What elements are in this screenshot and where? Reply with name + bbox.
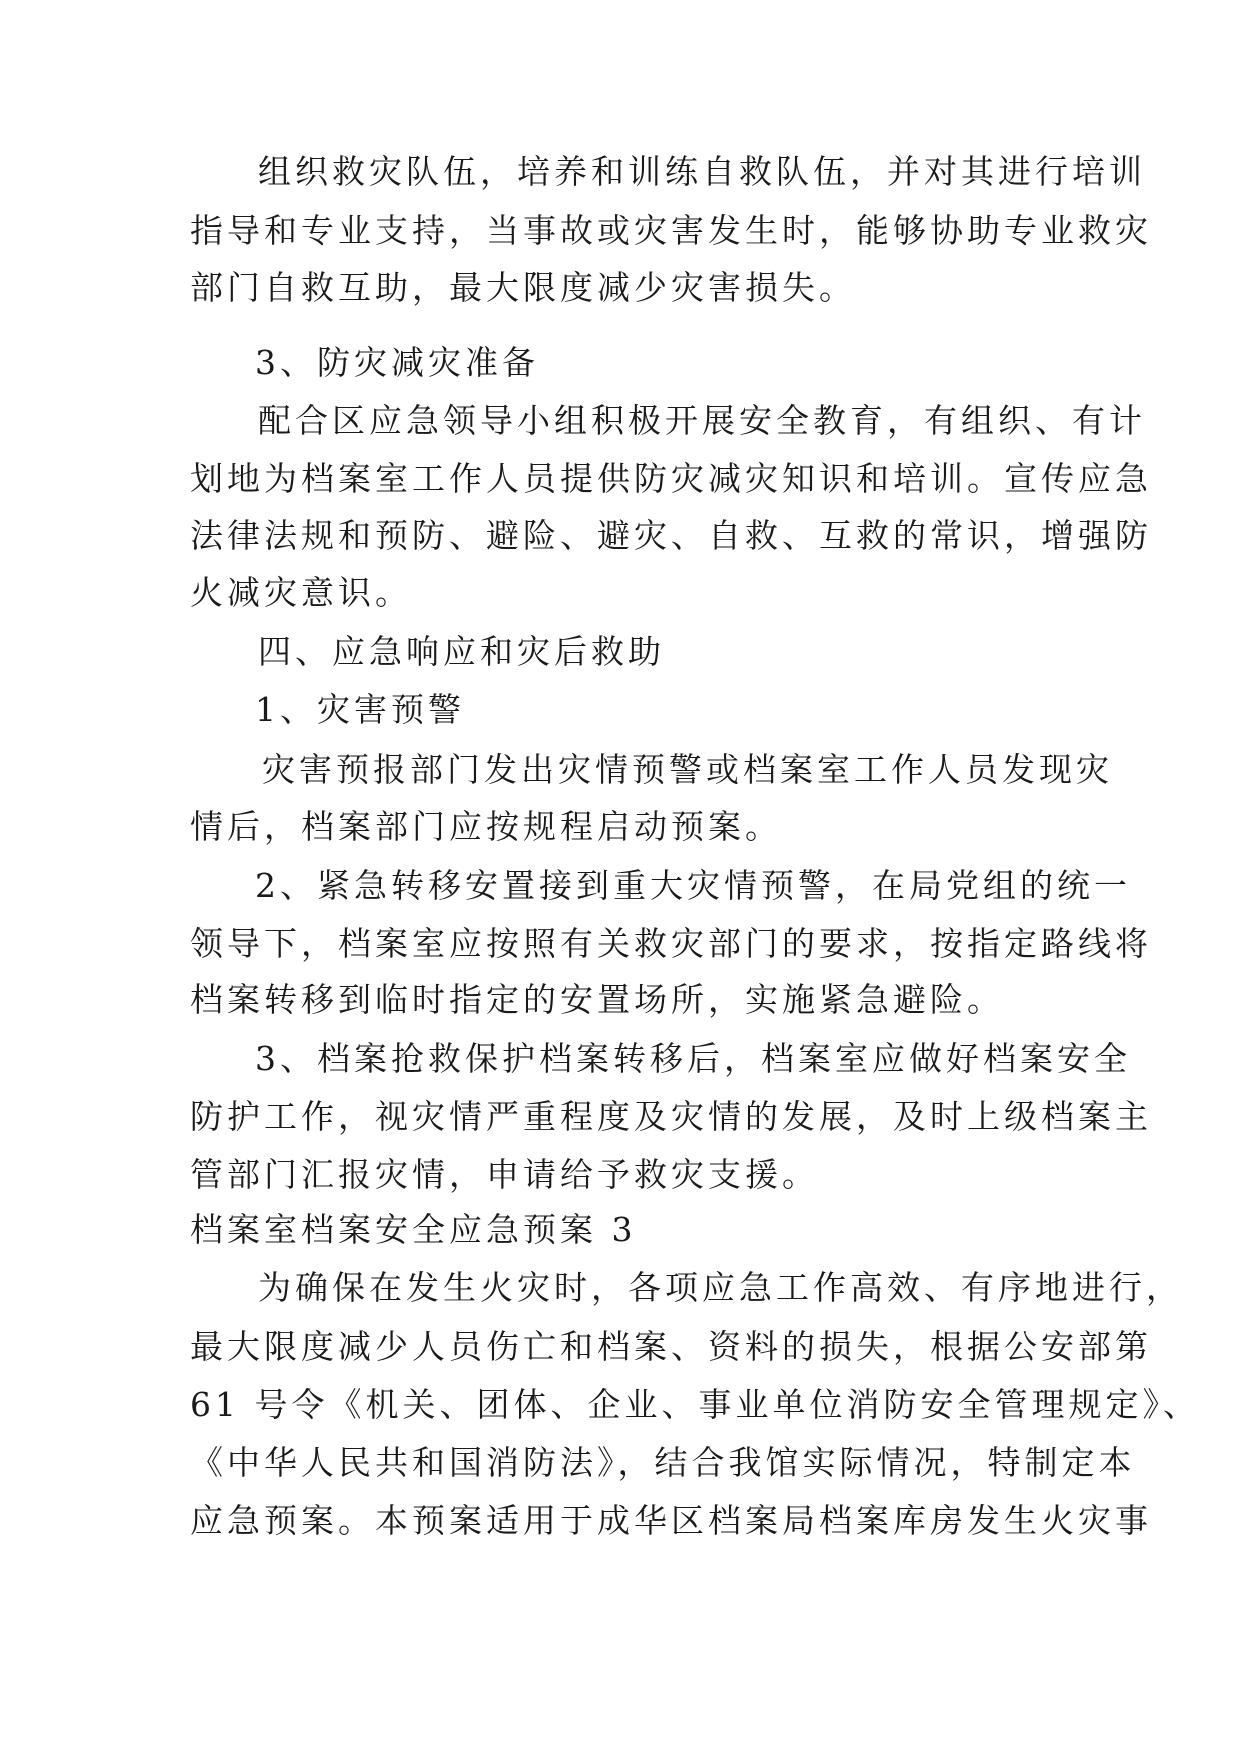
text-line: 部门自救互助，最大限度减少灾害损失。 [190,268,856,307]
text-line: 《中华人民共和国消防法》，结合我馆实际情况，特制定本 [190,1443,1136,1482]
text-line: 防护工作，视灾情严重程度及灾情的发展，及时上级档案主 [190,1097,1152,1136]
text-line: 配合区应急领导小组积极开展安全教育，有组织、有计 [258,401,1146,440]
section-heading: 3、防灾减灾准备 [255,343,539,382]
text-line: 管部门汇报灾情，申请给予救灾支援。 [190,1155,819,1194]
text-line: 61 号令《机关、团体、企业、事业单位消防安全管理规定》、 [190,1385,1200,1424]
section-heading: 四、应急响应和灾后救助 [258,632,665,671]
text-line: 为确保在发生火灾时，各项应急工作高效、有序地进行， [258,1268,1183,1307]
text-line: 3、档案抢救保护档案转移后，档案室应做好档案安全 [255,1039,1131,1078]
text-line: 档案转移到临时指定的安置场所，实施紧急避险。 [190,980,1004,1019]
text-line: 火减灾意识。 [190,573,412,612]
document-title: 档案室档案安全应急预案 3 [190,1210,637,1249]
text-line: 组织救灾队伍，培养和训练自救队伍，并对其进行培训 [258,152,1146,191]
text-line: 指导和专业支持，当事故或灾害发生时，能够协助专业救灾 [190,211,1152,250]
text-line: 划地为档案室工作人员提供防灾减灾知识和培训。宣传应急 [190,459,1152,498]
text-line: 情后，档案部门应按规程启动预案。 [190,807,782,846]
text-line: 最大限度减少人员伤亡和档案、资料的损失，根据公安部第 [190,1327,1152,1366]
section-heading: 1、灾害预警 [255,690,465,729]
text-line: 领导下，档案室应按照有关救灾部门的要求，按指定路线将 [190,924,1152,963]
text-line: 2、紧急转移安置接到重大灾情预警，在局党组的统一 [255,866,1131,905]
text-line: 法律法规和预防、避险、避灾、自救、互救的常识，增强防 [190,516,1152,555]
text-line: 应急预案。本预案适用于成华区档案局档案库房发生火灾事 [190,1501,1152,1540]
text-line: 灾害预报部门发出灾情预警或档案室工作人员发现灾 [262,750,1113,789]
